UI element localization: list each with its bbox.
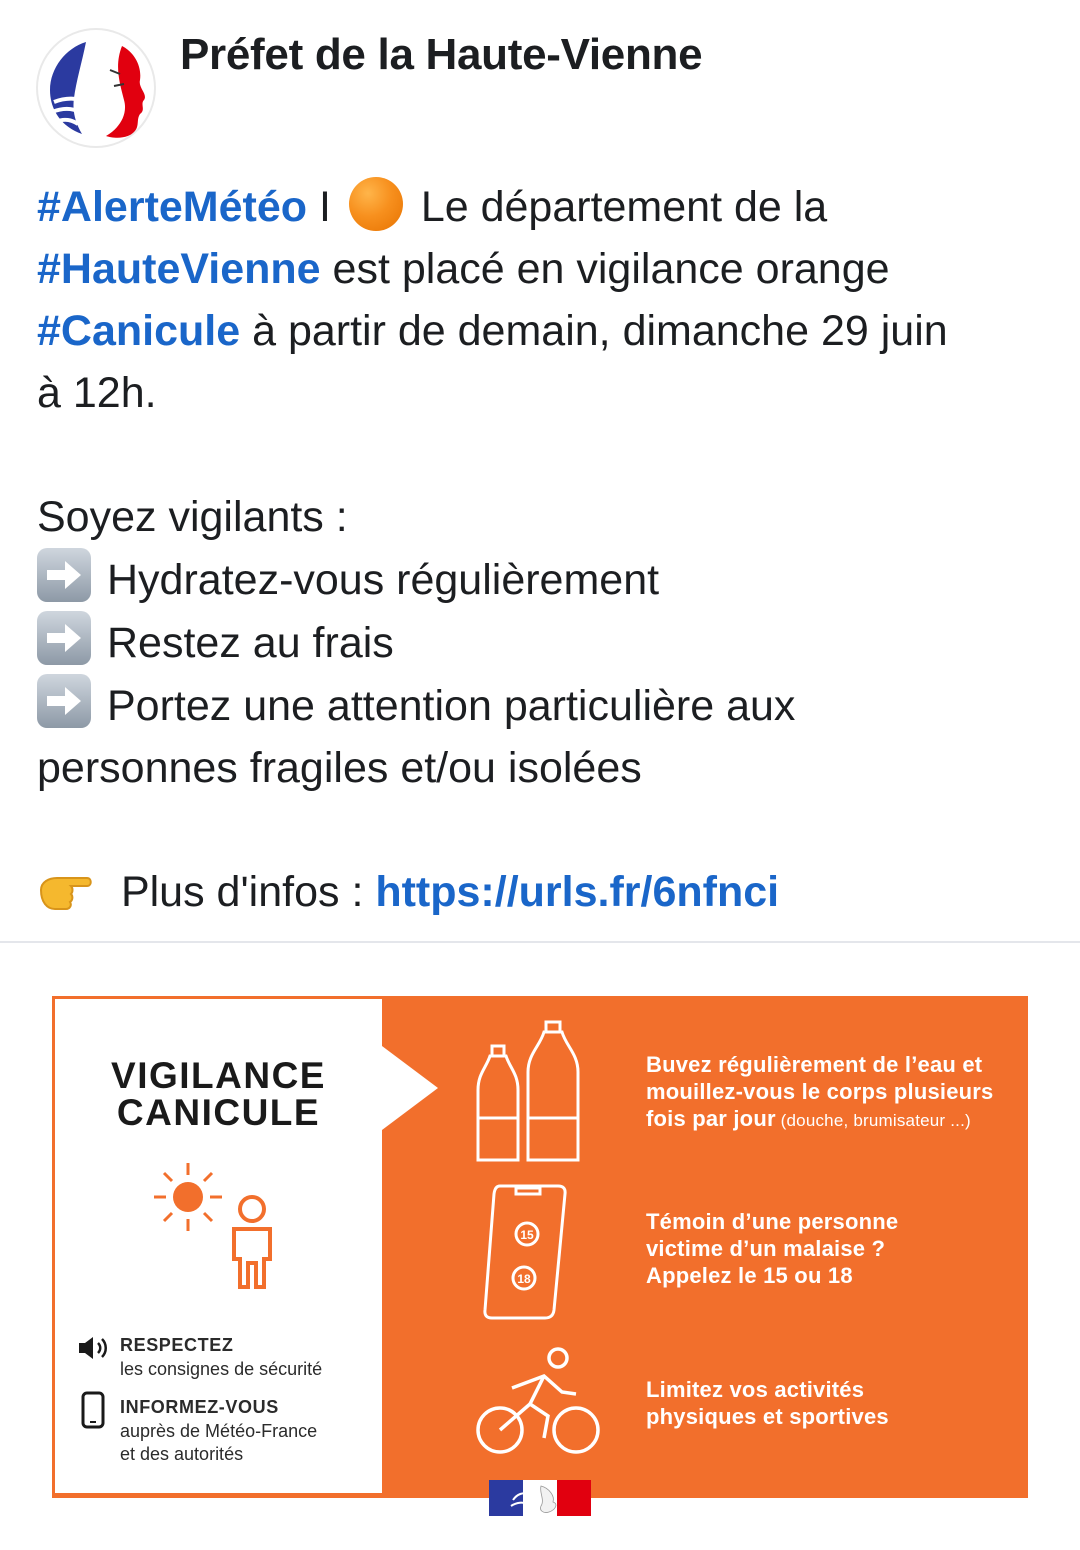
tip-hydration [646,1051,994,1134]
post-line-4: à 12h. [37,369,157,417]
chevron-right-shape [382,1046,440,1130]
list-item-continuation: personnes fragiles et/ou isolées [37,744,642,792]
hashtag-alertemeteo[interactable]: #AlerteMétéo [37,183,308,231]
title-line-2: CANICULE [116,1092,321,1133]
more-info-link[interactable]: https://urls.fr/6nfnci [375,868,780,916]
sun-person-icon [150,1159,280,1294]
vigilance-canicule-image[interactable] [52,996,1028,1498]
water-bottles-icon [470,1018,590,1168]
phone-number-15: 15 [520,1228,534,1242]
pointing-hand-icon [37,864,93,914]
right-arrow-icon [37,674,91,728]
post-text [37,176,1047,923]
tip-2-line-1: Témoin d’une personne [646,1209,899,1234]
marianne-logo-icon [36,28,156,148]
list-item-text: Restez au frais [107,619,394,667]
title-line-1: VIGILANCE [111,1055,326,1096]
post-line-2-text: est placé en vigilance orange [320,245,890,293]
tip-1-note: (douche, brumisateur ...) [775,1111,971,1130]
phone-number-18: 18 [517,1272,531,1286]
list-item [37,548,1047,611]
tip-1-line-2: mouillez-vous le corps plusieurs [646,1079,994,1104]
post-header [0,0,1080,160]
more-info-line [37,861,1047,923]
post-line-2 [37,238,1047,300]
page-avatar[interactable] [36,28,156,148]
page-name[interactable]: Préfet de la Haute-Vienne [180,30,703,79]
tip-1-line-1: Buvez régulièrement de l’eau et [646,1052,983,1077]
list-item-text: Portez une attention particulière aux [107,682,796,730]
informez-text-1: auprès de Météo-France [120,1421,318,1441]
divider [0,941,1080,943]
list-item-text: Hydratez-vous régulièrement [107,556,660,604]
smartphone-icon [81,1391,105,1429]
tip-activity [646,1376,889,1430]
respectez-text: les consignes de sécurité [120,1359,323,1379]
infographic-title [55,1057,382,1131]
hashtag-canicule[interactable]: #Canicule [37,307,241,355]
right-arrow-icon [37,611,91,665]
list-item [37,611,1047,674]
post-line-3 [37,300,1047,362]
tip-2-line-3: Appelez le 15 ou 18 [646,1263,853,1288]
post-line-3-text: à partir de demain, dimanche 29 juin [240,307,948,355]
speaker-icon [77,1334,113,1362]
informez-text-2: et des autorités [120,1444,244,1464]
cyclist-icon [472,1346,604,1458]
post-line-1-text: Le département de la [408,183,828,231]
separator: I [307,183,343,231]
list-item [37,674,1047,737]
republique-francaise-logo-icon [489,1480,591,1516]
infographic-left-panel [55,999,382,1493]
hashtag-hautevienne[interactable]: #HauteVienne [37,245,321,293]
tip-emergency [646,1208,898,1289]
informez-label: INFORMEZ-VOUS [120,1397,279,1417]
orange-circle-icon [349,177,403,231]
respectez-label: RESPECTEZ [120,1335,234,1355]
tip-3-line-2: physiques et sportives [646,1404,889,1429]
phone-emergency-icon [482,1182,572,1322]
tip-1-line-3: fois par jour [646,1106,776,1131]
right-arrow-icon [37,548,91,602]
post-intro: Soyez vigilants : [37,493,348,541]
more-info-label: Plus d'infos : [109,868,376,916]
tip-2-line-2: victime d’un malaise ? [646,1236,886,1261]
post-line-1 [37,176,1047,238]
tip-3-line-1: Limitez vos activités [646,1377,865,1402]
